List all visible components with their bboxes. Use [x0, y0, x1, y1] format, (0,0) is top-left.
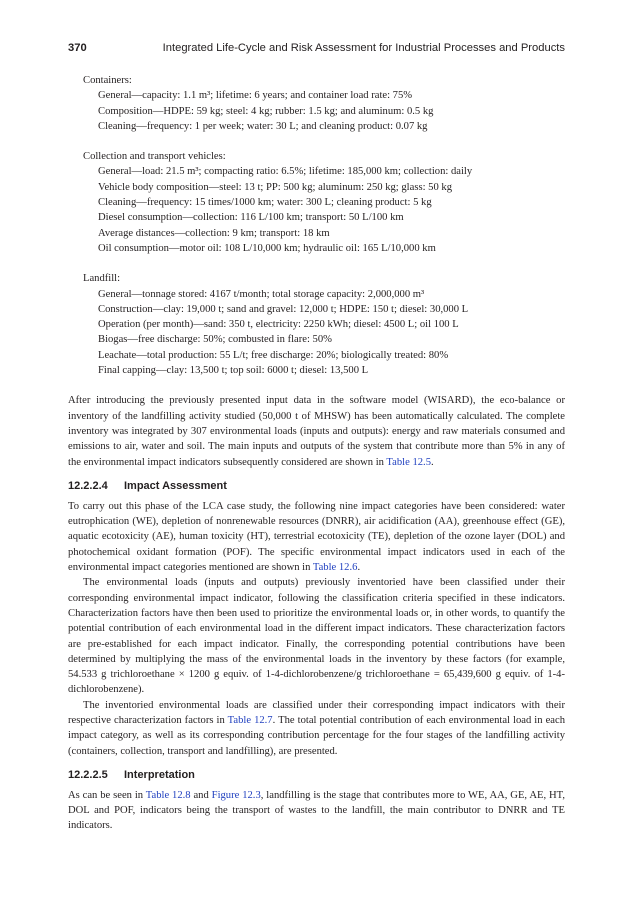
paragraph-text: The environmental loads (inputs and outputs) previously inventoried have been classified under their corresponding environmental impact indicator, following the classification criteria specified in these indicators. Characterization factors have then been used to prioritize the environmental loads or, in other words, to quantify the potential contribution of each environmental load in the different impact indicators. These characterization factors are pre-established for each impact indicator. Finally, the corresponding potential contributions have been determined by multiplying the mass of the environmental loads in the inventory by these factors (for example, 54.533 g trichloroethane × 1200 g equiv. of 1-4-dichlorobenzene/g trichloroethane = 65,439,600 g equiv. of 1-4-dichlorobenzene). [68, 577, 565, 696]
table-12-5-link[interactable]: Table 12.5 [386, 456, 431, 468]
landfill-list-block [68, 271, 565, 378]
list-item: General—load: 21.5 m³; compacting ratio: 6.5%; lifetime: 185,000 km; collection: daily [98, 166, 473, 178]
section-number: 12.2.2.5 [68, 768, 108, 781]
list-item: Final capping—clay: 13,500 t; top soil: 6000 t; diesel: 13,500 L [98, 365, 369, 377]
landfill-list [68, 287, 565, 379]
list-item: Cleaning—frequency: 1 per week; water: 30 L; and cleaning product: 0.07 kg [98, 120, 428, 132]
page-body [68, 73, 565, 834]
paragraph-text: The inventoried environmental loads are classified under their corresponding impact indicators with their respective characterization factors in [68, 699, 565, 726]
paragraph-text: , landfilling is the stage that contributes more to WE, AA, GE, AE, HT, DOL and POF, indicators being the transport of wastes to the landfill, the main contributor to DNRR and TE indicators. [68, 789, 566, 832]
paragraph-text: and [190, 789, 212, 801]
list-item: Leachate—total production: 55 L/t; free discharge: 20%; biologically treated: 80% [98, 349, 449, 361]
paragraph-text: After introducing the previously presented input data in the software model (WISARD), the eco-balance or inventory of the landfilling activity studied (50,000 t of MHSW) has been automatically calculated. The complete inventory was integrated by 307 environmental loads (inputs and outputs): energy and raw materials consumed and emissions to air, water and soil. The main inputs and outputs of the system that contribute more than 5% in any of the environmental impact indicators subsequently considered are shown in [68, 395, 565, 468]
running-title: Integrated Life-Cycle and Risk Assessment for Industrial Processes and Products [162, 42, 565, 54]
impact-paragraph-3 [68, 698, 565, 759]
containers-list [68, 88, 565, 134]
figure-12-3-link[interactable]: Figure 12.3 [211, 789, 261, 801]
paragraph-text: To carry out this phase of the LCA case study, the following nine impact categories have been considered: water eutrophication (WE), depletion of nonrenewable resources (DNRR), air acidification (AA), greenhouse effect (GE), aquatic ecotoxicity (AE), human toxicity (HT), terrestrial ecotoxicity (TE), depletion of the ozone layer (DOL) and photochemical oxidant formation (POF). The specific environmental impact indicators used in each of the environmental impact categories mentioned are shown in [68, 500, 565, 574]
list-item: Operation (per month)—sand: 350 t, electricity: 2250 kWh; diesel: 4500 L; oil 100 L [98, 319, 459, 331]
list-item: General—capacity: 1.1 m³; lifetime: 6 years; and container load rate: 75% [98, 90, 413, 102]
containers-list-block [68, 73, 565, 134]
running-header [68, 42, 565, 58]
list-item: Cleaning—frequency: 15 times/1000 km; water: 300 L; cleaning product: 5 kg [98, 197, 432, 209]
section-title: Impact Assessment [124, 479, 227, 492]
paragraph-text: As can be seen in [68, 789, 146, 801]
list-item: Composition—HDPE: 59 kg; steel: 4 kg; rubber: 1.5 kg; and aluminum: 0.5 kg [98, 105, 434, 117]
paragraph-text: . The total potential contribution of each environmental load in each impact category, as well as its corresponding contribution percentage for the four stages of the landfilling activity (containers, collection, transport and landfilling), are presented. [68, 714, 565, 757]
impact-paragraph-1 [68, 499, 565, 575]
table-12-6-link[interactable]: Table 12.6 [312, 562, 358, 574]
vehicles-list [68, 164, 565, 256]
containers-list-title: Containers: [83, 75, 132, 86]
paragraph-text: . [431, 456, 434, 468]
page-number: 370 [68, 42, 87, 54]
table-12-7-link[interactable]: Table 12.7 [227, 714, 273, 726]
list-item: Average distances—collection: 9 km; transport: 18 km [98, 227, 330, 239]
inventory-paragraph [68, 393, 565, 469]
list-item: General—tonnage stored: 4167 t/month; total storage capacity: 2,000,000 m³ [98, 288, 425, 300]
table-12-8-link[interactable]: Table 12.8 [145, 789, 191, 801]
landfill-list-title: Landfill: [83, 273, 121, 285]
list-item: Biogas—free discharge: 50%; combusted in flare: 50% [98, 334, 332, 346]
paragraph-text: . [357, 562, 361, 574]
vehicles-list-title: Collection and transport vehicles: [83, 151, 226, 163]
section-number: 12.2.2.4 [68, 479, 108, 492]
list-item: Vehicle body composition—steel: 13 t; PP: 500 kg; aluminum: 250 kg; glass: 50 kg [98, 181, 452, 193]
list-item: Diesel consumption—collection: 116 L/100 km; transport: 50 L/100 km [98, 212, 404, 224]
impact-paragraph-2 [68, 575, 565, 697]
interpretation-heading [68, 768, 565, 783]
list-item: Construction—clay: 19,000 t; sand and gravel: 12,000 t; HDPE: 150 t; diesel: 30,000 L [98, 303, 469, 315]
section-title: Interpretation [124, 768, 195, 781]
interpretation-paragraph [68, 788, 565, 834]
list-item: Oil consumption—motor oil: 108 L/10,000 km; hydraulic oil: 165 L/10,000 km [98, 242, 436, 254]
vehicles-list-block [68, 149, 565, 256]
impact-assessment-heading [68, 479, 565, 494]
